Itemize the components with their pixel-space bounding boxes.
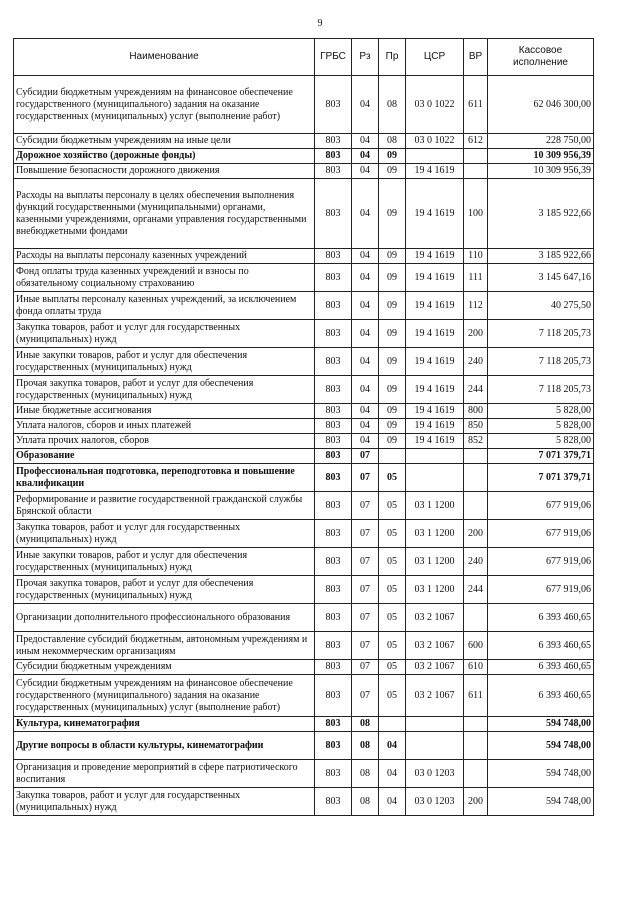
row-vr-cell: [464, 164, 488, 179]
row-rz-cell: 07: [352, 449, 379, 464]
row-vr-cell: 611: [464, 76, 488, 134]
header-grbs: ГРБС: [315, 39, 352, 76]
row-name-cell: Расходы на выплаты персоналу в целях обеспечения выполнения функций государственными (муниципальными) органами, казенными учреждениями, органами управления государственными внебюджетными фондами: [14, 179, 315, 249]
row-grbs-cell: 803: [315, 760, 352, 788]
row-name-cell: Субсидии бюджетным учреждениям: [14, 660, 315, 675]
row-rz-cell: 04: [352, 404, 379, 419]
row-pr-cell: 09: [379, 164, 406, 179]
row-csr-cell: 19 4 1619: [406, 164, 464, 179]
row-name-cell: Реформирование и развитие государственной гражданской службы Брянской области: [14, 492, 315, 520]
row-pr-cell: 08: [379, 134, 406, 149]
table-header-row: [14, 39, 594, 76]
row-csr-cell: 19 4 1619: [406, 179, 464, 249]
row-rz-cell: 04: [352, 134, 379, 149]
row-vr-cell: 200: [464, 520, 488, 548]
row-rz-cell: 07: [352, 660, 379, 675]
row-csr-cell: 19 4 1619: [406, 419, 464, 434]
row-rz-cell: 08: [352, 717, 379, 732]
row-grbs-cell: 803: [315, 419, 352, 434]
row-amount-cell: 7 071 379,71: [488, 449, 594, 464]
row-csr-cell: [406, 464, 464, 492]
row-vr-cell: 610: [464, 660, 488, 675]
row-grbs-cell: 803: [315, 788, 352, 816]
row-rz-cell: 04: [352, 264, 379, 292]
row-pr-cell: 09: [379, 249, 406, 264]
row-vr-cell: [464, 604, 488, 632]
row-vr-cell: 244: [464, 576, 488, 604]
row-vr-cell: 110: [464, 249, 488, 264]
row-amount-cell: 5 828,00: [488, 419, 594, 434]
table-row: [14, 149, 594, 164]
row-vr-cell: 240: [464, 348, 488, 376]
row-grbs-cell: 803: [315, 548, 352, 576]
row-pr-cell: 05: [379, 675, 406, 717]
row-vr-cell: 200: [464, 788, 488, 816]
row-rz-cell: 04: [352, 249, 379, 264]
row-pr-cell: 05: [379, 548, 406, 576]
row-name-cell: Иные бюджетные ассигнования: [14, 404, 315, 419]
row-csr-cell: 03 0 1203: [406, 788, 464, 816]
row-pr-cell: 09: [379, 179, 406, 249]
row-csr-cell: 03 1 1200: [406, 492, 464, 520]
row-amount-cell: 7 118 205,73: [488, 320, 594, 348]
row-pr-cell: 05: [379, 520, 406, 548]
row-rz-cell: 07: [352, 464, 379, 492]
row-grbs-cell: 803: [315, 179, 352, 249]
row-csr-cell: 03 1 1200: [406, 576, 464, 604]
row-grbs-cell: 803: [315, 376, 352, 404]
row-amount-cell: 594 748,00: [488, 717, 594, 732]
row-csr-cell: 03 0 1022: [406, 134, 464, 149]
row-vr-cell: [464, 449, 488, 464]
row-pr-cell: 04: [379, 760, 406, 788]
budget-table: [13, 38, 594, 816]
table-row: [14, 449, 594, 464]
table-row: [14, 179, 594, 249]
row-name-cell: Субсидии бюджетным учреждениям на финансовое обеспечение государственного (муниципального) задания на оказание государственных (муниципальных) услуг (выполнение работ): [14, 76, 315, 134]
row-amount-cell: 677 919,06: [488, 492, 594, 520]
table-row: [14, 576, 594, 604]
row-grbs-cell: 803: [315, 264, 352, 292]
row-name-cell: Профессиональная подготовка, переподготовка и повышение квалификации: [14, 464, 315, 492]
row-vr-cell: 111: [464, 264, 488, 292]
row-amount-cell: 5 828,00: [488, 404, 594, 419]
row-rz-cell: 08: [352, 732, 379, 760]
row-amount-cell: 10 309 956,39: [488, 149, 594, 164]
row-grbs-cell: 803: [315, 576, 352, 604]
row-rz-cell: 04: [352, 292, 379, 320]
row-name-cell: Организации дополнительного профессионального образования: [14, 604, 315, 632]
row-name-cell: Образование: [14, 449, 315, 464]
row-rz-cell: 04: [352, 320, 379, 348]
row-pr-cell: 09: [379, 292, 406, 320]
row-amount-cell: 6 393 460,65: [488, 632, 594, 660]
table-row: [14, 760, 594, 788]
row-pr-cell: 08: [379, 76, 406, 134]
row-grbs-cell: 803: [315, 520, 352, 548]
row-name-cell: Закупка товаров, работ и услуг для государственных (муниципальных) нужд: [14, 788, 315, 816]
row-csr-cell: [406, 717, 464, 732]
row-grbs-cell: 803: [315, 76, 352, 134]
row-name-cell: Уплата налогов, сборов и иных платежей: [14, 419, 315, 434]
table-row: [14, 464, 594, 492]
row-vr-cell: 600: [464, 632, 488, 660]
table-row: [14, 717, 594, 732]
row-rz-cell: 07: [352, 520, 379, 548]
row-csr-cell: 03 0 1022: [406, 76, 464, 134]
row-grbs-cell: 803: [315, 492, 352, 520]
row-amount-cell: 10 309 956,39: [488, 164, 594, 179]
row-pr-cell: 09: [379, 434, 406, 449]
table-row: [14, 434, 594, 449]
row-vr-cell: [464, 149, 488, 164]
row-name-cell: Субсидии бюджетным учреждениям на иные цели: [14, 134, 315, 149]
row-amount-cell: 40 275,50: [488, 292, 594, 320]
row-name-cell: Прочая закупка товаров, работ и услуг для обеспечения государственных (муниципальных) нужд: [14, 576, 315, 604]
table-row: [14, 404, 594, 419]
row-rz-cell: 07: [352, 492, 379, 520]
table-row: [14, 320, 594, 348]
table-row: [14, 76, 594, 134]
table-row: [14, 660, 594, 675]
row-csr-cell: 03 0 1203: [406, 760, 464, 788]
row-rz-cell: 04: [352, 179, 379, 249]
row-name-cell: Субсидии бюджетным учреждениям на финансовое обеспечение государственного (муниципального) задания на оказание государственных (муниципальных) услуг (выполнение работ): [14, 675, 315, 717]
row-rz-cell: 04: [352, 76, 379, 134]
row-grbs-cell: 803: [315, 164, 352, 179]
table-row: [14, 134, 594, 149]
row-rz-cell: 04: [352, 164, 379, 179]
row-pr-cell: 09: [379, 320, 406, 348]
header-csr: ЦСР: [406, 39, 464, 76]
row-csr-cell: 03 2 1067: [406, 660, 464, 675]
header-name: Наименование: [14, 39, 315, 76]
row-csr-cell: 19 4 1619: [406, 264, 464, 292]
row-name-cell: Прочая закупка товаров, работ и услуг для обеспечения государственных (муниципальных) нужд: [14, 376, 315, 404]
table-row: [14, 348, 594, 376]
row-name-cell: Предоставление субсидий бюджетным, автономным учреждениям и иным некоммерческим организациям: [14, 632, 315, 660]
row-csr-cell: 03 2 1067: [406, 604, 464, 632]
table-row: [14, 604, 594, 632]
row-rz-cell: 07: [352, 675, 379, 717]
row-pr-cell: 04: [379, 732, 406, 760]
row-grbs-cell: 803: [315, 604, 352, 632]
row-grbs-cell: 803: [315, 320, 352, 348]
row-name-cell: Расходы на выплаты персоналу казенных учреждений: [14, 249, 315, 264]
row-name-cell: Повышение безопасности дорожного движения: [14, 164, 315, 179]
row-rz-cell: 07: [352, 576, 379, 604]
row-rz-cell: 04: [352, 419, 379, 434]
row-csr-cell: 19 4 1619: [406, 292, 464, 320]
table-row: [14, 264, 594, 292]
row-rz-cell: 04: [352, 434, 379, 449]
row-grbs-cell: 803: [315, 732, 352, 760]
table-row: [14, 732, 594, 760]
row-csr-cell: 03 2 1067: [406, 675, 464, 717]
row-csr-cell: 19 4 1619: [406, 320, 464, 348]
row-name-cell: Уплата прочих налогов, сборов: [14, 434, 315, 449]
table-row: [14, 520, 594, 548]
header-amount: Кассовое исполнение: [488, 39, 594, 76]
row-amount-cell: 677 919,06: [488, 576, 594, 604]
row-pr-cell: 05: [379, 660, 406, 675]
row-amount-cell: 228 750,00: [488, 134, 594, 149]
row-rz-cell: 04: [352, 149, 379, 164]
row-name-cell: Организация и проведение мероприятий в сфере патриотического воспитания: [14, 760, 315, 788]
row-pr-cell: 09: [379, 149, 406, 164]
row-pr-cell: 04: [379, 788, 406, 816]
row-grbs-cell: 803: [315, 434, 352, 449]
row-pr-cell: 05: [379, 464, 406, 492]
row-pr-cell: 05: [379, 492, 406, 520]
row-vr-cell: [464, 717, 488, 732]
header-vr: ВР: [464, 39, 488, 76]
row-csr-cell: 19 4 1619: [406, 434, 464, 449]
row-amount-cell: 3 185 922,66: [488, 179, 594, 249]
row-amount-cell: 6 393 460,65: [488, 660, 594, 675]
table-body: [14, 76, 594, 816]
row-pr-cell: [379, 449, 406, 464]
row-amount-cell: 7 071 379,71: [488, 464, 594, 492]
row-grbs-cell: 803: [315, 449, 352, 464]
row-vr-cell: 244: [464, 376, 488, 404]
table-row: [14, 675, 594, 717]
row-amount-cell: 3 145 647,16: [488, 264, 594, 292]
row-name-cell: Иные выплаты персоналу казенных учреждений, за исключением фонда оплаты труда: [14, 292, 315, 320]
row-amount-cell: 594 748,00: [488, 788, 594, 816]
row-grbs-cell: 803: [315, 249, 352, 264]
table-row: [14, 548, 594, 576]
row-csr-cell: 19 4 1619: [406, 348, 464, 376]
row-name-cell: Другие вопросы в области культуры, кинематографии: [14, 732, 315, 760]
row-amount-cell: 7 118 205,73: [488, 348, 594, 376]
row-vr-cell: 611: [464, 675, 488, 717]
row-pr-cell: 05: [379, 604, 406, 632]
row-name-cell: Дорожное хозяйство (дорожные фонды): [14, 149, 315, 164]
row-vr-cell: 240: [464, 548, 488, 576]
row-rz-cell: 07: [352, 548, 379, 576]
row-pr-cell: 09: [379, 264, 406, 292]
row-amount-cell: 594 748,00: [488, 760, 594, 788]
row-vr-cell: 852: [464, 434, 488, 449]
row-vr-cell: 800: [464, 404, 488, 419]
row-pr-cell: 09: [379, 404, 406, 419]
row-pr-cell: [379, 717, 406, 732]
row-grbs-cell: 803: [315, 404, 352, 419]
row-pr-cell: 09: [379, 376, 406, 404]
row-vr-cell: [464, 492, 488, 520]
table-row: [14, 632, 594, 660]
row-grbs-cell: 803: [315, 134, 352, 149]
row-csr-cell: 19 4 1619: [406, 249, 464, 264]
row-grbs-cell: 803: [315, 292, 352, 320]
row-grbs-cell: 803: [315, 717, 352, 732]
row-grbs-cell: 803: [315, 149, 352, 164]
table-row: [14, 164, 594, 179]
row-vr-cell: 612: [464, 134, 488, 149]
row-vr-cell: 850: [464, 419, 488, 434]
row-amount-cell: 6 393 460,65: [488, 604, 594, 632]
row-grbs-cell: 803: [315, 464, 352, 492]
row-pr-cell: 05: [379, 632, 406, 660]
table-row: [14, 419, 594, 434]
row-pr-cell: 09: [379, 419, 406, 434]
table-row: [14, 249, 594, 264]
row-grbs-cell: 803: [315, 660, 352, 675]
row-csr-cell: [406, 149, 464, 164]
row-rz-cell: 07: [352, 632, 379, 660]
header-rz: Рз: [352, 39, 379, 76]
row-csr-cell: 03 1 1200: [406, 548, 464, 576]
row-vr-cell: 100: [464, 179, 488, 249]
row-name-cell: Иные закупки товаров, работ и услуг для обеспечения государственных (муниципальных) нужд: [14, 348, 315, 376]
table-row: [14, 492, 594, 520]
row-name-cell: Фонд оплаты труда казенных учреждений и взносы по обязательному социальному страхованию: [14, 264, 315, 292]
row-amount-cell: 677 919,06: [488, 520, 594, 548]
table-row: [14, 788, 594, 816]
table-row: [14, 376, 594, 404]
header-pr: Пр: [379, 39, 406, 76]
row-grbs-cell: 803: [315, 675, 352, 717]
row-pr-cell: 09: [379, 348, 406, 376]
row-name-cell: Культура, кинематография: [14, 717, 315, 732]
row-vr-cell: [464, 732, 488, 760]
row-rz-cell: 04: [352, 376, 379, 404]
row-amount-cell: 62 046 300,00: [488, 76, 594, 134]
row-vr-cell: 200: [464, 320, 488, 348]
row-csr-cell: 19 4 1619: [406, 404, 464, 419]
row-grbs-cell: 803: [315, 348, 352, 376]
row-csr-cell: 19 4 1619: [406, 376, 464, 404]
page-number: 9: [317, 18, 323, 29]
row-csr-cell: 03 2 1067: [406, 632, 464, 660]
row-amount-cell: 5 828,00: [488, 434, 594, 449]
row-pr-cell: 05: [379, 576, 406, 604]
row-name-cell: Иные закупки товаров, работ и услуг для обеспечения государственных (муниципальных) нужд: [14, 548, 315, 576]
row-csr-cell: [406, 449, 464, 464]
row-csr-cell: [406, 732, 464, 760]
row-amount-cell: 594 748,00: [488, 732, 594, 760]
row-amount-cell: 677 919,06: [488, 548, 594, 576]
row-name-cell: Закупка товаров, работ и услуг для государственных (муниципальных) нужд: [14, 520, 315, 548]
row-amount-cell: 3 185 922,66: [488, 249, 594, 264]
row-vr-cell: 112: [464, 292, 488, 320]
row-vr-cell: [464, 464, 488, 492]
row-amount-cell: 7 118 205,73: [488, 376, 594, 404]
row-rz-cell: 08: [352, 788, 379, 816]
row-rz-cell: 07: [352, 604, 379, 632]
row-csr-cell: 03 1 1200: [406, 520, 464, 548]
row-rz-cell: 04: [352, 348, 379, 376]
row-rz-cell: 08: [352, 760, 379, 788]
row-grbs-cell: 803: [315, 632, 352, 660]
row-amount-cell: 6 393 460,65: [488, 675, 594, 717]
row-name-cell: Закупка товаров, работ и услуг для государственных (муниципальных) нужд: [14, 320, 315, 348]
row-vr-cell: [464, 760, 488, 788]
table-row: [14, 292, 594, 320]
